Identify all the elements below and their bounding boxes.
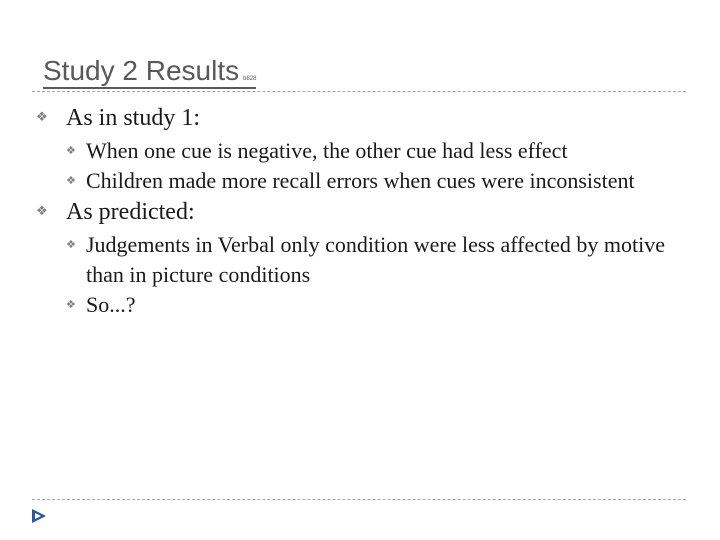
sub-bullet-text: Children made more recall errors when cues were inconsistent [86,168,635,193]
bullet-icon: ❖ [66,144,76,157]
title-note: b828 [243,76,257,82]
sub-bullet-item [66,166,686,196]
sub-bullet-text: So...? [86,292,136,317]
sub-bullet-item [66,230,686,290]
bottom-divider [32,499,686,500]
sub-bullet-text: Judgements in Verbal only condition were less affected by motive than in picture conditions [86,232,665,287]
bullet-text: As predicted: [66,199,195,225]
sub-bullet-list [66,230,686,320]
bullet-icon: ❖ [36,204,48,219]
bullet-item [36,196,686,320]
slide-body [36,102,686,320]
bullet-list [36,102,686,320]
bullet-item [36,102,686,196]
bullet-icon: ❖ [66,298,76,311]
sub-bullet-item [66,290,686,320]
bullet-icon: ❖ [36,110,48,125]
bullet-icon: ❖ [66,238,76,251]
sub-bullet-list [66,136,686,196]
slide-title: Study 2 Results [43,55,240,86]
sub-bullet-item [66,136,686,166]
bullet-icon: ❖ [66,174,76,187]
nav-arrow-icon[interactable] [30,508,48,524]
sub-bullet-text: When one cue is negative, the other cue had less effect [86,138,568,163]
top-divider [32,91,686,92]
title-area [43,50,256,89]
bullet-text: As in study 1: [66,105,201,131]
